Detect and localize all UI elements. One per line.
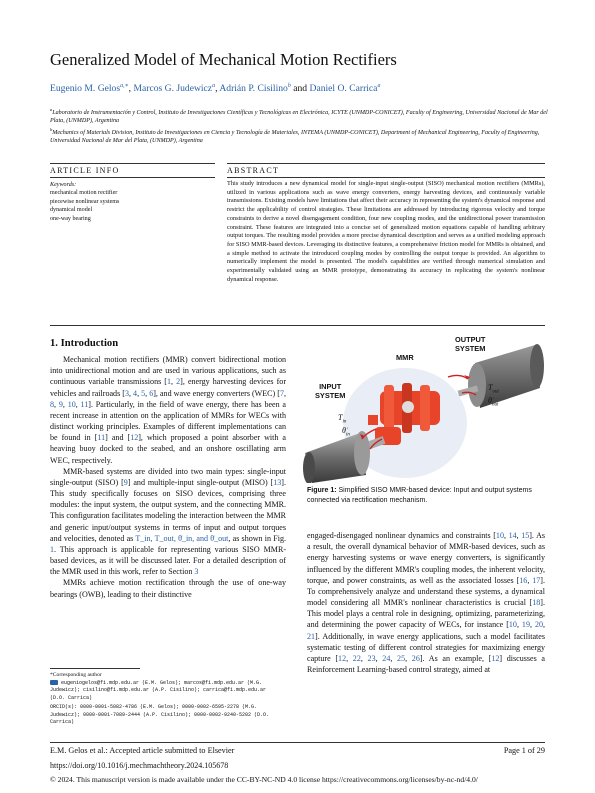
paragraph-text: MMR-based systems are divided into two main types: single-input single-output (SISO) [ [50,466,286,487]
corresponding-note: *Corresponding author [50,672,102,678]
citation-link[interactable]: 11 [97,433,106,443]
paragraph-text: , [375,653,383,663]
citation-link[interactable]: 16 [519,575,528,585]
author-sup: a [212,83,216,89]
theta-dot-in-symbol: $\thetȧ_{in}$ [342,426,350,438]
paragraph-text: , [283,388,286,398]
affiliation-text: Mechanics of Materials Division, Instituto de Investigaciones en Ciencia y Tecnología de Materiales, INTEMA (UNMDP-CONICET), Department of Mechanical Engineering, Faculty of Engineering, Universidad Nacional de Mar del Plata, (UNMDP), Argentina [50,130,540,145]
keywords-label: Keywords: [50,182,77,188]
citation-link[interactable]: 6 [149,388,154,398]
keyword: piecewise nonlinear systems [50,198,120,205]
author-sup: a [377,83,381,89]
citation-link[interactable]: 25 [397,653,406,663]
citation-link[interactable]: 12 [338,653,347,663]
author-and: and [293,83,308,95]
citation-link[interactable]: 17 [532,575,541,585]
affiliation-sup: b [50,127,53,132]
label-line: OUTPUT [455,335,486,344]
affiliation-a [50,107,550,126]
t-out-symbol: $T_{out}$ [488,383,499,395]
paragraph-text: , [516,531,522,540]
intro-paragraph-3 [50,577,286,599]
author-name[interactable]: Marcos G. Judewicz [133,83,213,95]
citation-link[interactable]: 10 [67,399,76,409]
paragraph-text: , [390,653,398,663]
citation-link[interactable]: 10 [508,620,517,630]
citation-link[interactable]: 23 [367,653,376,663]
paragraph-text: ] and multiple-input single-output (MISO) [ [127,477,274,487]
footnote-rule [50,668,140,669]
page-number: Page 1 of 29 [503,746,545,755]
citation-link[interactable]: 15 [521,531,530,540]
citation-link[interactable]: 5 [141,388,146,398]
figure-1 [300,333,545,483]
citation-link[interactable]: 12 [491,653,500,663]
affiliation-b [50,127,550,146]
paragraph-text: , [516,620,522,630]
author-sup: b [287,83,291,89]
paragraph-text: , [346,653,353,663]
citation-link[interactable]: 20 [534,620,543,630]
output-system-label [455,335,485,354]
keywords-block [50,181,119,223]
label-line: SYSTEM [315,391,346,401]
paragraph-text: ], energy harvesting devices for vehicles and railroads [ [50,377,286,398]
intro-paragraph-1 [50,354,286,466]
mmr-label: MMR [396,353,414,362]
footer-rule [50,742,545,743]
affiliation-sup: a [50,107,53,112]
t-in-symbol: $T_{in}$ [338,413,347,425]
divider [227,177,545,178]
divider [50,163,215,164]
left-column [50,354,286,600]
citation-link[interactable]: 4 [133,388,138,398]
citation-link[interactable]: 22 [352,653,361,663]
citation-link[interactable]: 8 [50,399,55,409]
paragraph-text: , [543,620,546,630]
keyword: dynamical model [50,207,93,214]
footer-citation: E.M. Gelos et al.: Accepted article submitted to Elsevier [50,746,235,755]
paragraph-text: , [405,653,412,663]
theta-dot-out-symbol: $\thetȧ_{out}$ [488,396,499,408]
citation-link[interactable]: 7 [279,388,284,398]
paragraph-text: engaged-disengaged nonlinear dynamics and constraints [ [307,531,496,540]
author-name[interactable]: Eugenio M. Gelos [50,83,121,95]
paragraph-text: , [54,399,59,409]
citation-link[interactable]: 10 [495,531,504,540]
citation-link[interactable]: 3 [194,567,199,577]
email-list[interactable]: eugeniogelos@fi.mdp.edu.ar (E.M. Gelos); marcos@fi.mdp.edu.ar (M.G. Judewicz); cisilino@fi.mdp.edu.ar (A.P. Cisilino); carrica@fi.mdp.edu.ar (D.O. Carrica) [50,679,267,702]
affiliation-text: Laboratorio de Instrumentación y Control, Instituto de Investigaciones Científicas y Tecnológicas en Electrónica, ICYTE (UNMDP-CONICET), Faculty of Engineering, Universidad Nacional de Mar del Plata, (UNMDP), Argentina [50,110,548,125]
author-sup: a,∗ [120,83,129,89]
citation-link[interactable]: 1 [50,544,55,554]
paragraph-text: ]. To comprehensively analyze and understand these systems, a dynamical model considering all MMR's nonlinear characteristics is crucial [ [307,575,545,608]
citation-link[interactable]: 9 [58,399,63,409]
paragraph-text: ] discusses a Reinforcement Learning-based control strategy, aimed at [307,653,545,675]
keyword: one-way bearing [50,215,91,222]
paragraph-text: . This approach is applicable for representing various SISO MMR-based devices, as it will be discussed later. For a detailed description of the MMR used in this work, refer to Section [50,544,286,577]
abstract-heading: ABSTRACT [227,166,280,175]
divider [50,325,545,326]
paragraph-text: , [75,399,81,409]
paragraph-text: , [171,377,177,387]
citation-link[interactable]: 13 [273,477,282,487]
paragraph-text: ]. As an example, [ [419,653,492,663]
paragraph-text: Mechanical motion rectifiers (MMR) convert bidirectional motion into unidirectional motion and are used in various applications, such as continuous variable transmissions [ [50,355,286,387]
email-icon [50,680,58,685]
paragraph-text: , [137,388,142,398]
paragraph-text: ], which proposed a point absorber with a heaving buoy docked to the seabed, and an onshore oscillating arm WEC, respectively. [50,433,287,465]
license-notice[interactable]: © 2024. This manuscript version is made available under the CC-BY-NC-ND 4.0 license https://creativecommons.org/licenses/by-nc-nd/4.0/ [50,775,478,784]
paragraph-text: ]. Additionally, in wave energy applications, such a model facilitates systematic testing of different control strategies for maximizing energy capture [ [307,631,545,663]
paragraph-text: , [62,399,68,409]
figure-illustration [300,333,545,483]
citation-link[interactable]: 14 [508,531,517,540]
author-name[interactable]: Daniel O. Carrica [309,83,378,95]
caption-text: Simplified SISO MMR-based device: Input and output systems connected via rectification mechanism. [307,487,532,504]
doi-link[interactable]: https://doi.org/10.1016/j.mechmachtheory.2024.105678 [50,761,229,770]
citation-link[interactable]: 18 [532,598,541,608]
citation-link[interactable]: 9 [123,477,128,487]
citation-link[interactable]: 3 [124,388,129,398]
output-system-cylinder [458,344,544,408]
intro-paragraph-4 [307,530,545,675]
citation-link[interactable]: 24 [382,653,391,663]
input-system-label [315,382,345,401]
citation-link[interactable]: 21 [307,631,316,641]
divider [50,177,215,178]
orcid-list[interactable]: ORCID(s): 0000-0001-5082-4786 (E.M. Gelos); 0000-0002-6595-2278 (M.G. Judewicz); 0000-0001-7089-2444 (A.P. Cisilino); 0000-0002-9240-5202 (D.O. Carrica) [50,703,270,726]
citation-link[interactable]: 19 [521,620,530,630]
article-info-heading: ARTICLE INFO [50,166,120,175]
paragraph-text: MMRs achieve motion rectification through the use of one-way bearings (OWB), leading to their distinctive [50,578,286,599]
section-heading: 1. Introduction [50,338,119,349]
abstract-text: This study introduces a new dynamical model for single-input single-output (SISO) mechanical motion rectifiers (MMRs), utilized in various applications such as wave energy converters, energy harvesting devices, and continuously variable transmissions. Existing models have limitations that affect their accuracy in representing the system's dynamical response and restrict the applicability of control strategies. These limitations are addressed by introducing rigorous velocity and torque constraints to derive a novel disengagement condition, four new coupling modes, and the unidirectional power transmission constraint. These features are integrated into a concise set of generalized motion equations capable of handling arbitrary output torques. The resulting model provides a more precise dynamical description and serves as a unified modeling approach for SISO MMR-based devices. Leveraging its distinctive features, a comprehensive friction model for MMRs is obtained, and a simple method to activate the introduced coupling modes by controlling the output torque is provided. An algorithm to numerically implement the model is presented. The model's capabilities are verified through numerical simulation and experimentally validated using an MMR prototype, demonstrating its accuracy in replicating the system's nonlinear dynamical response. [227,180,545,283]
paragraph-text: ], and wave energy converters (WEC) [ [153,388,280,398]
author-list: Eugenio M. Gelos$^{a,∗}$, Marcos G. Judewicz$^a$, Adrián P. Cisilino$^b$ and Daniel O. Carrica$^a$ [50,83,381,95]
citation-link[interactable]: 12 [130,433,139,443]
paragraph-text: ]. This study specifically focuses on SISO devices, comprising three modules: the input system, the output system, and the connecting MMR. This configuration facilitates modeling the interaction between the MMR and generic input/output systems in terms of input and output torques and velocities, denoted as [50,477,286,543]
footnote [50,671,280,727]
citation-link[interactable]: 11 [80,399,89,409]
paragraph-text: , [128,388,134,398]
citation-link[interactable]: 2 [176,377,181,387]
keyword: mechanical motion rectifier [50,190,118,197]
paragraph-text: , [360,653,368,663]
paragraph-text: , [529,620,535,630]
right-column [307,530,545,675]
citation-link[interactable]: 1 [167,377,172,387]
footer-left [50,746,234,755]
author-name[interactable]: Adrián P. Cisilino [219,83,288,95]
paragraph-text: , [503,531,509,540]
paragraph-text: , [145,388,150,398]
label-line: SYSTEM [455,344,486,354]
caption-label: Figure 1: [307,487,337,494]
citation-link[interactable]: 26 [411,653,420,663]
figure-caption [307,486,545,506]
paragraph-text: ] and [ [105,433,131,443]
divider [227,163,545,164]
paragraph-text: ]. Particularly, in the field of wave energy, there has been a recent increase in attention on the application of MMRs for WECs with distinct working principles. Examples of different implementations can be found in [ [50,399,287,443]
paper-title: Generalized Model of Mechanical Motion Rectifiers [50,50,397,69]
intro-paragraph-2 [50,466,286,578]
paragraph-text: , as shown in Fig. [228,533,286,543]
paragraph-text: ]. As a result, the overall dynamical behavior of MMR-based devices, such as energy harvesting systems or wave energy converters, is significantly influenced by the different MMR's coupling modes, the inherent velocity, torque, and power constraints, as well as the associated losses [ [307,531,546,585]
citation-link[interactable]: T_in, T_out, θ̇_in, and θ̇_out [135,533,229,543]
label-line: INPUT [319,382,342,391]
paragraph-text: ]. This model plays a central role in designing, optimizing, parameterizing, and determining the power capacity of WECs, for instance [ [307,598,545,630]
paragraph-text: , [527,575,533,585]
